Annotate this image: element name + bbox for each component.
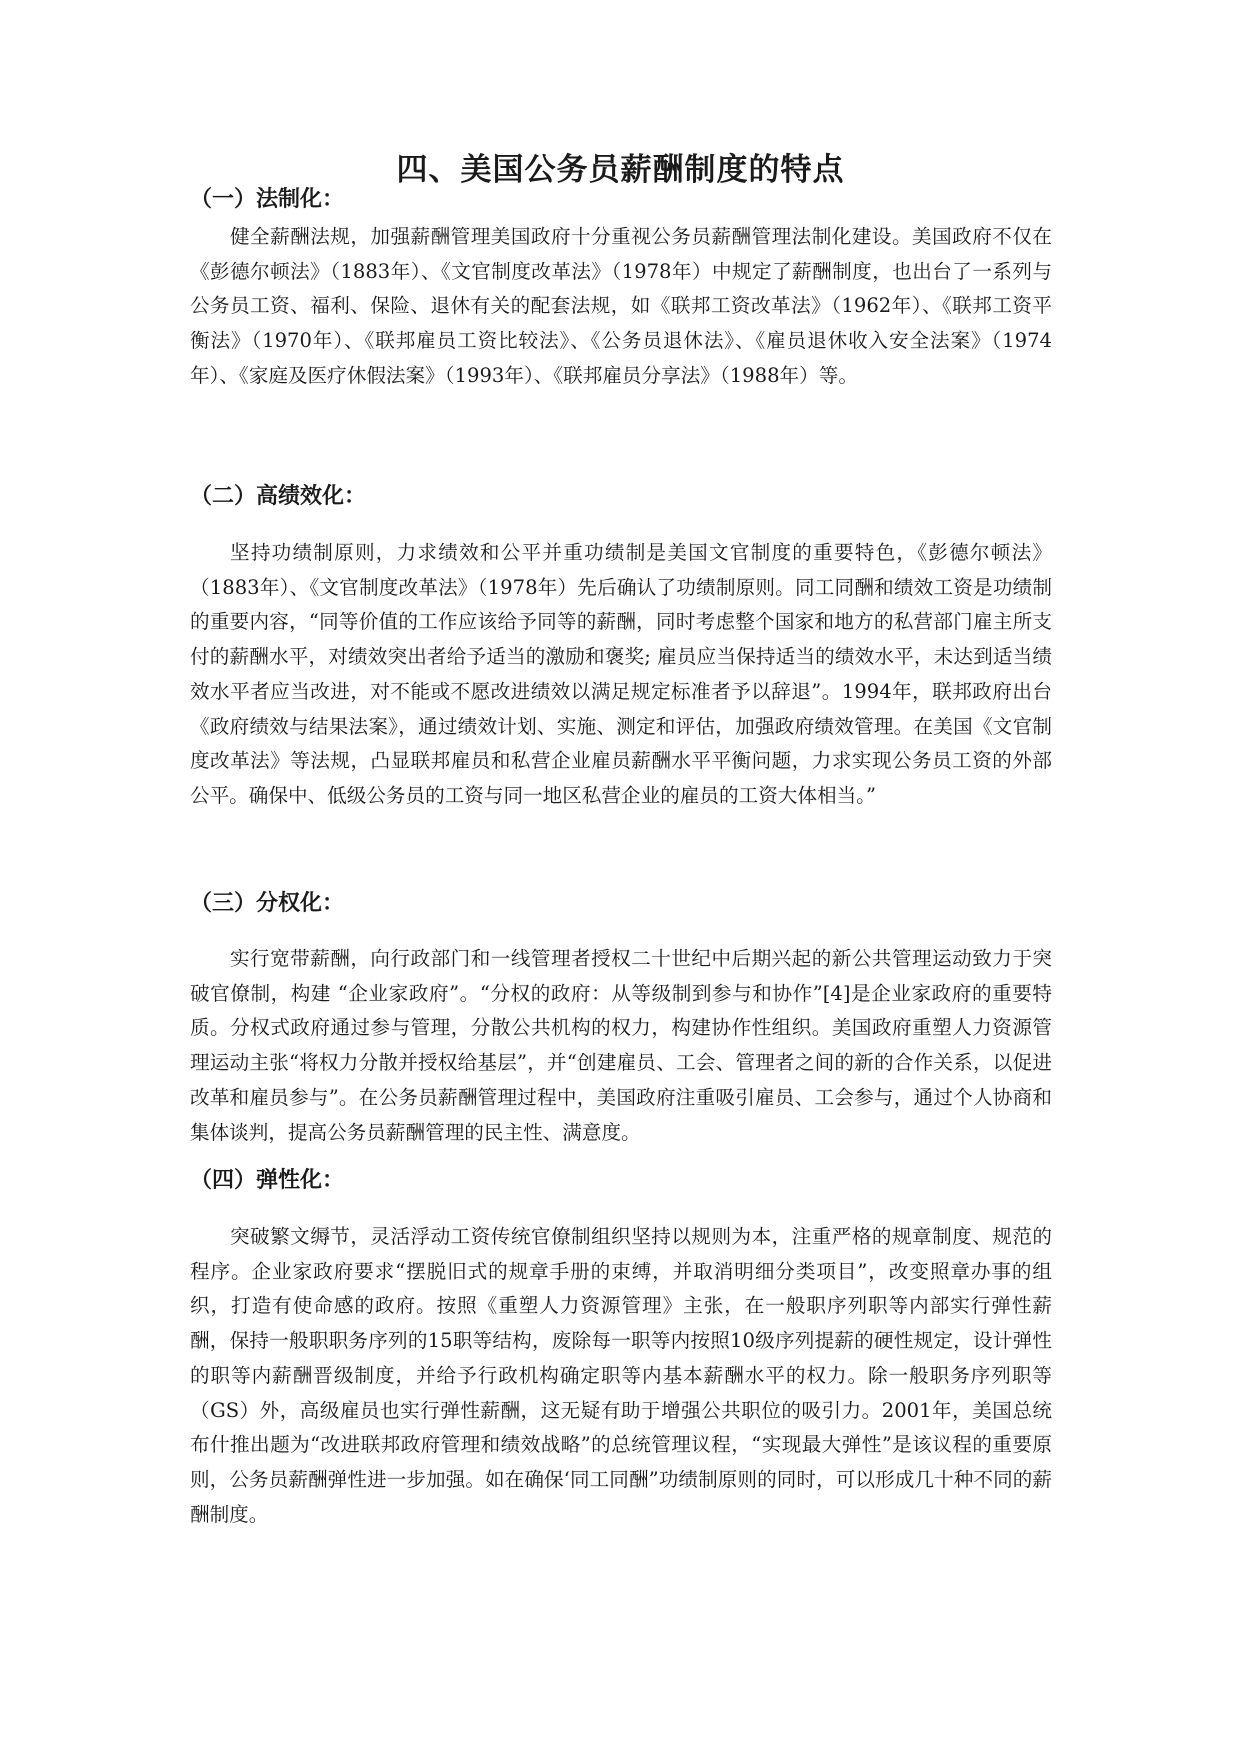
section-paragraph-high-performance: 坚持功绩制原则，力求绩效和公平并重功绩制是美国文官制度的重要特色，《彭德尔顿法》（1883年）、《文官制度改革法》（1978年）先后确认了功绩制原则。同工同酬和绩效工资是功绩制的重要内容，“同等价值的工作应该给予同等的薪酬，同时考虑整个国家和地方的私营部门雇主所支付的薪酬水平，对绩效突出者给予适当的激励和褒奖; 雇员应当保持适当的绩效水平，未达到适当绩效水平者应当改进，对不能或不愿改进绩效以满足规定标准者予以辞退”。1994年，联邦政府出台《政府绩效与结果法案》，通过绩效计划、实施、测定和评估，加强政府绩效管理。在美国《文官制度改革法》等法规，凸显联邦雇员和私营企业雇员薪酬水平平衡问题，力求实现公务员工资的外部公平。确保中、低级公务员的工资与同一地区私营企业的雇员的工资大体相当。” <box>190 541 1052 807</box>
section-heading-legalization: （一）法制化： <box>190 187 345 212</box>
section-paragraph-legalization: 健全薪酬法规，加强薪酬管理美国政府十分重视公务员薪酬管理法制化建设。美国政府不仅在《彭德尔顿法》（1883年）、《文官制度改革法》（1978年）中规定了薪酬制度，也出台了一系列与公务员工资、福利、保险、退休有关的配套法规，如《联邦工资改革法》（1962年）、《联邦工资平衡法》（1970年）、《联邦雇员工资比较法》、《公务员退休法》、《雇员退休收入安全法案》（1974年）、《家庭及医疗休假法案》（1993年）、《联邦雇员分享法》（1988年）等。 <box>190 225 1052 387</box>
section-paragraph-flexibility: 突破繁文缛节，灵活浮动工资传统官僚制组织坚持以规则为本，注重严格的规章制度、规范的程序。企业家政府要求“摆脱旧式的规章手册的束缚，并取消明细分类项目”，改变照章办事的组织，打造有使命感的政府。按照《重塑人力资源管理》主张，在一般职序列职等内部实行弹性薪酬，保持一般职职务序列的15职等结构，废除每一职等内按照10级序列提薪的硬性规定，设计弹性的职等内薪酬晋级制度，并给予行政机构确定职等内基本薪酬水平的权力。除一般职务序列职等（GS）外，高级雇员也实行弹性薪酬，这无疑有助于增强公共职位的吸引力。2001年，美国总统布什推出题为“改进联邦政府管理和绩效战略”的总统管理议程，“实现最大弹性”是该议程的重要原则，公务员薪酬弹性进一步加强。如在确保‘同工同酬”功绩制原则的同时，可以形成几十种不同的薪酬制度。 <box>190 1225 1052 1526</box>
section-heading-high-performance: （二）高绩效化： <box>190 484 367 509</box>
section-heading-flexibility: （四）弹性化： <box>190 1168 345 1193</box>
section-paragraph-decentralization: 实行宽带薪酬，向行政部门和一线管理者授权二十世纪中后期兴起的新公共管理运动致力于突破官僚制，构建 “企业家政府”。“分权的政府：从等级制到参与和协作”[4]是企业家政府的重要特质。分权式政府通过参与管理，分散公共机构的权力，构建协作性组织。美国政府重塑人力资源管理运动主张“将权力分散并授权给基层”，并“创建雇员、工会、管理者之间的新的合作关系，以促进改革和雇员参与”。在公务员薪酬管理过程中，美国政府注重吸引雇员、工会参与，通过个人协商和集体谈判，提高公务员薪酬管理的民主性、满意度。 <box>190 947 1052 1144</box>
section-heading-decentralization: （三）分权化： <box>190 891 345 916</box>
document-title: 四、美国公务员薪酬制度的特点 <box>396 152 845 188</box>
